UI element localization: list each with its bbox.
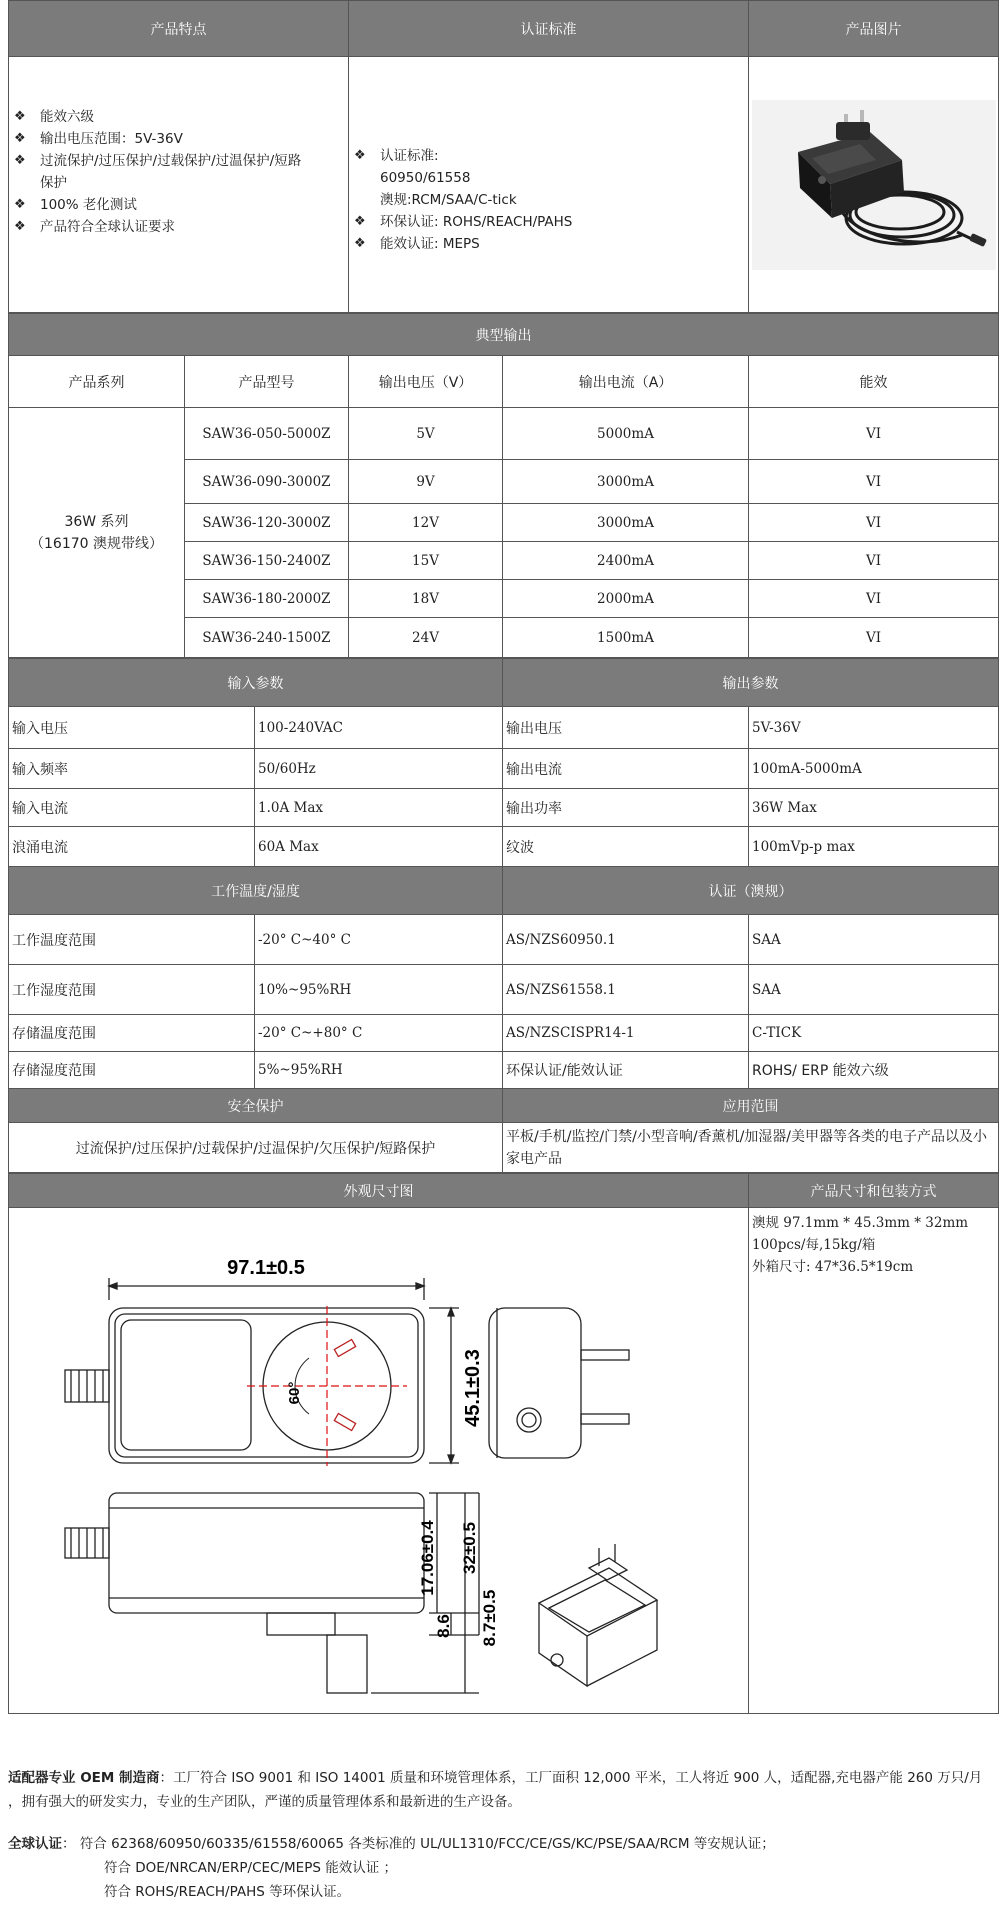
drawing-cell (9, 1208, 749, 1714)
env-value: 10%~95%RH (255, 965, 503, 1015)
param-value: 36W Max (749, 789, 999, 827)
feature-item: ❖ 过流保护/过压保护/过载保护/过温保护/短路保护 (12, 150, 345, 194)
voltage-cell: 12V (349, 504, 503, 542)
feature-item: ❖ 输出电压范围：5V-36V (12, 128, 345, 150)
diamond-bullet-icon: ❖ (14, 108, 26, 124)
dim-label: 17.06±0.4 (418, 1520, 437, 1596)
feature-item: ❖ 100% 老化测试 (12, 194, 345, 216)
cert-item: ❖ 能效认证: MEPS (352, 233, 745, 255)
env-label: 工作温度范围 (9, 915, 255, 965)
diamond-bullet-icon: ❖ (354, 147, 366, 163)
dim-height-label: 45.1±0.3 (462, 1349, 484, 1427)
photo-header: 产品图片 (749, 1, 999, 57)
efficiency-cell: VI (749, 542, 999, 580)
param-value: 50/60Hz (255, 749, 503, 789)
param-label: 浪涌电流 (9, 827, 255, 867)
voltage-cell: 9V (349, 460, 503, 504)
efficiency-cell: VI (749, 580, 999, 618)
standard-cell: AS/NZS61558.1 (503, 965, 749, 1015)
overview-table (8, 0, 999, 313)
param-value: 100mVp-p max (749, 827, 999, 867)
current-cell: 3000mA (503, 504, 749, 542)
cert-cell: C-TICK (749, 1015, 999, 1052)
global-cert-line: ： 符合 62368/60950/60335/61558/60065 各类标准的 UL/UL1310/FCC/CE/GS/KC/PSE/SAA/RCM 等安规认证； (62, 1836, 775, 1852)
output-params-header: 输出参数 (503, 659, 999, 707)
packing-line: 澳规 97.1mm * 45.3mm * 32mm (752, 1215, 969, 1231)
param-value: 1.0A Max (255, 789, 503, 827)
param-label: 输出功率 (503, 789, 749, 827)
dim-angle-label: 60° (286, 1381, 303, 1405)
packing-line: 100pcs/每,15kg/箱 (752, 1237, 876, 1253)
env-label: 存储温度范围 (9, 1015, 255, 1052)
voltage-cell: 5V (349, 408, 503, 460)
cert-item: ❖ 环保认证: ROHS/REACH/PAHS (352, 211, 745, 233)
environment-header: 工作温度/湿度 (9, 867, 503, 915)
dim-label: 32±0.5 (460, 1522, 479, 1574)
standard-cell: 环保认证/能效认证 (503, 1052, 749, 1089)
features-list (12, 106, 345, 238)
table-row (9, 408, 999, 460)
dimension-drawing (9, 1208, 747, 1713)
diamond-bullet-icon: ❖ (354, 213, 366, 229)
table-row (9, 1052, 999, 1089)
col-header-current: 输出电流（A） (503, 356, 749, 408)
env-value: 5%~95%RH (255, 1052, 503, 1089)
oem-paragraph (8, 1766, 998, 1814)
efficiency-cell: VI (749, 618, 999, 658)
voltage-cell: 18V (349, 580, 503, 618)
standard-cell: AS/NZSCISPR14-1 (503, 1015, 749, 1052)
table-row (9, 965, 999, 1015)
global-cert-paragraph (8, 1832, 998, 1904)
front-view-outline (109, 1493, 424, 1613)
drawing-header: 外观尺寸图 (9, 1174, 749, 1208)
global-cert-line: 符合 ROHS/REACH/PAHS 等环保认证。 (104, 1884, 351, 1900)
packing-cell (749, 1208, 999, 1714)
input-params-header: 输入参数 (9, 659, 503, 707)
table-row (9, 1015, 999, 1052)
col-header-model: 产品型号 (185, 356, 349, 408)
features-cell (9, 57, 349, 313)
parameters-table (8, 658, 999, 1173)
col-header-series: 产品系列 (9, 356, 185, 408)
packing-line: 外箱尺寸: 47*36.5*19cm (752, 1259, 914, 1275)
table-row (9, 789, 999, 827)
env-value: -20° C~+80° C (255, 1015, 503, 1052)
col-header-efficiency: 能效 (749, 356, 999, 408)
param-value: 60A Max (255, 827, 503, 867)
typical-output-title: 典型输出 (9, 314, 999, 356)
feature-item: ❖ 产品符合全球认证要求 (12, 216, 345, 238)
certification-header: 认证标准 (349, 1, 749, 57)
table-row (9, 915, 999, 965)
cert-item: ❖ 认证标准: (352, 145, 745, 167)
param-label: 输入电流 (9, 789, 255, 827)
safety-header: 安全保护 (9, 1089, 503, 1123)
photo-cell (749, 57, 999, 313)
global-cert-line: 符合 DOE/NRCAN/ERP/CEC/MEPS 能效认证 ； (104, 1860, 398, 1876)
current-cell: 3000mA (503, 460, 749, 504)
cert-item: 60950/61558 (380, 169, 471, 186)
cert-cell: SAA (749, 915, 999, 965)
current-cell: 2400mA (503, 542, 749, 580)
cert-cell: SAA (749, 965, 999, 1015)
env-label: 工作湿度范围 (9, 965, 255, 1015)
diamond-bullet-icon: ❖ (14, 196, 26, 212)
model-cell: SAW36-150-2400Z (185, 542, 349, 580)
feature-item: ❖ 能效六级 (12, 106, 345, 128)
param-label: 输入频率 (9, 749, 255, 789)
series-cell: 36W 系列 （16170 澳规带线） (9, 408, 185, 658)
table-row (9, 1123, 999, 1173)
voltage-cell: 15V (349, 542, 503, 580)
dim-width-label: 97.1±0.5 (227, 1257, 305, 1279)
model-cell: SAW36-180-2000Z (185, 580, 349, 618)
param-label: 输出电压 (503, 707, 749, 749)
cert-cell: ROHS/ ERP 能效六级 (749, 1052, 999, 1089)
diamond-bullet-icon: ❖ (354, 235, 366, 251)
model-cell: SAW36-120-3000Z (185, 504, 349, 542)
application-text: 平板/手机/监控/门禁/小型音响/香薰机/加湿器/美甲器等各类的电子产品以及小家电产品 (503, 1123, 999, 1173)
oem-label: 适配器专业 OEM 制造商 (8, 1770, 160, 1786)
certification-cell (349, 57, 749, 313)
param-value: 100mA-5000mA (749, 749, 999, 789)
param-value: 100-240VAC (255, 707, 503, 749)
oem-text: ：工厂符合 ISO 9001 和 ISO 14001 质量和环境管理体系，工厂面积 12,000 平米，工人将近 900 人，适配器,充电器产能 260 万只/月 ，拥有强大的研发实力，专业的生产团队，严谨的质量管理体系和最新进的生产设备。 (8, 1770, 983, 1810)
standard-cell: AS/NZS60950.1 (503, 915, 749, 965)
col-header-voltage: 输出电压（V） (349, 356, 503, 408)
efficiency-cell: VI (749, 460, 999, 504)
env-label: 存储湿度范围 (9, 1052, 255, 1089)
packing-header: 产品尺寸和包装方式 (749, 1174, 999, 1208)
env-value: -20° C~40° C (255, 915, 503, 965)
global-cert-label: 全球认证 (8, 1836, 62, 1852)
table-row (9, 707, 999, 749)
au-certification-header: 认证（澳规） (503, 867, 999, 915)
model-cell: SAW36-240-1500Z (185, 618, 349, 658)
efficiency-cell: VI (749, 408, 999, 460)
certification-list (352, 145, 745, 255)
current-cell: 5000mA (503, 408, 749, 460)
dimension-table (8, 1173, 999, 1714)
diamond-bullet-icon: ❖ (14, 218, 26, 234)
cert-item: 澳规:RCM/SAA/C-tick (380, 191, 517, 208)
diamond-bullet-icon: ❖ (14, 152, 26, 168)
spec-sheet (8, 0, 998, 1714)
voltage-cell: 24V (349, 618, 503, 658)
side-view-outline (489, 1308, 581, 1458)
protection-text: 过流保护/过压保护/过载保护/过温保护/欠压保护/短路保护 (9, 1123, 503, 1173)
param-label: 纹波 (503, 827, 749, 867)
typical-output-table (8, 313, 999, 658)
dim-label: 8.7±0.5 (480, 1589, 499, 1647)
param-label: 输入电压 (9, 707, 255, 749)
model-cell: SAW36-050-5000Z (185, 408, 349, 460)
company-info (8, 1766, 998, 1904)
param-label: 输出电流 (503, 749, 749, 789)
table-row (9, 827, 999, 867)
current-cell: 1500mA (503, 618, 749, 658)
efficiency-cell: VI (749, 504, 999, 542)
param-value: 5V-36V (749, 707, 999, 749)
dim-label: 8.6 (434, 1614, 453, 1638)
model-cell: SAW36-090-3000Z (185, 460, 349, 504)
diamond-bullet-icon: ❖ (14, 130, 26, 146)
table-row (9, 749, 999, 789)
application-header: 应用范围 (503, 1089, 999, 1123)
features-header: 产品特点 (9, 1, 349, 57)
power-adapter-photo (752, 100, 996, 270)
current-cell: 2000mA (503, 580, 749, 618)
